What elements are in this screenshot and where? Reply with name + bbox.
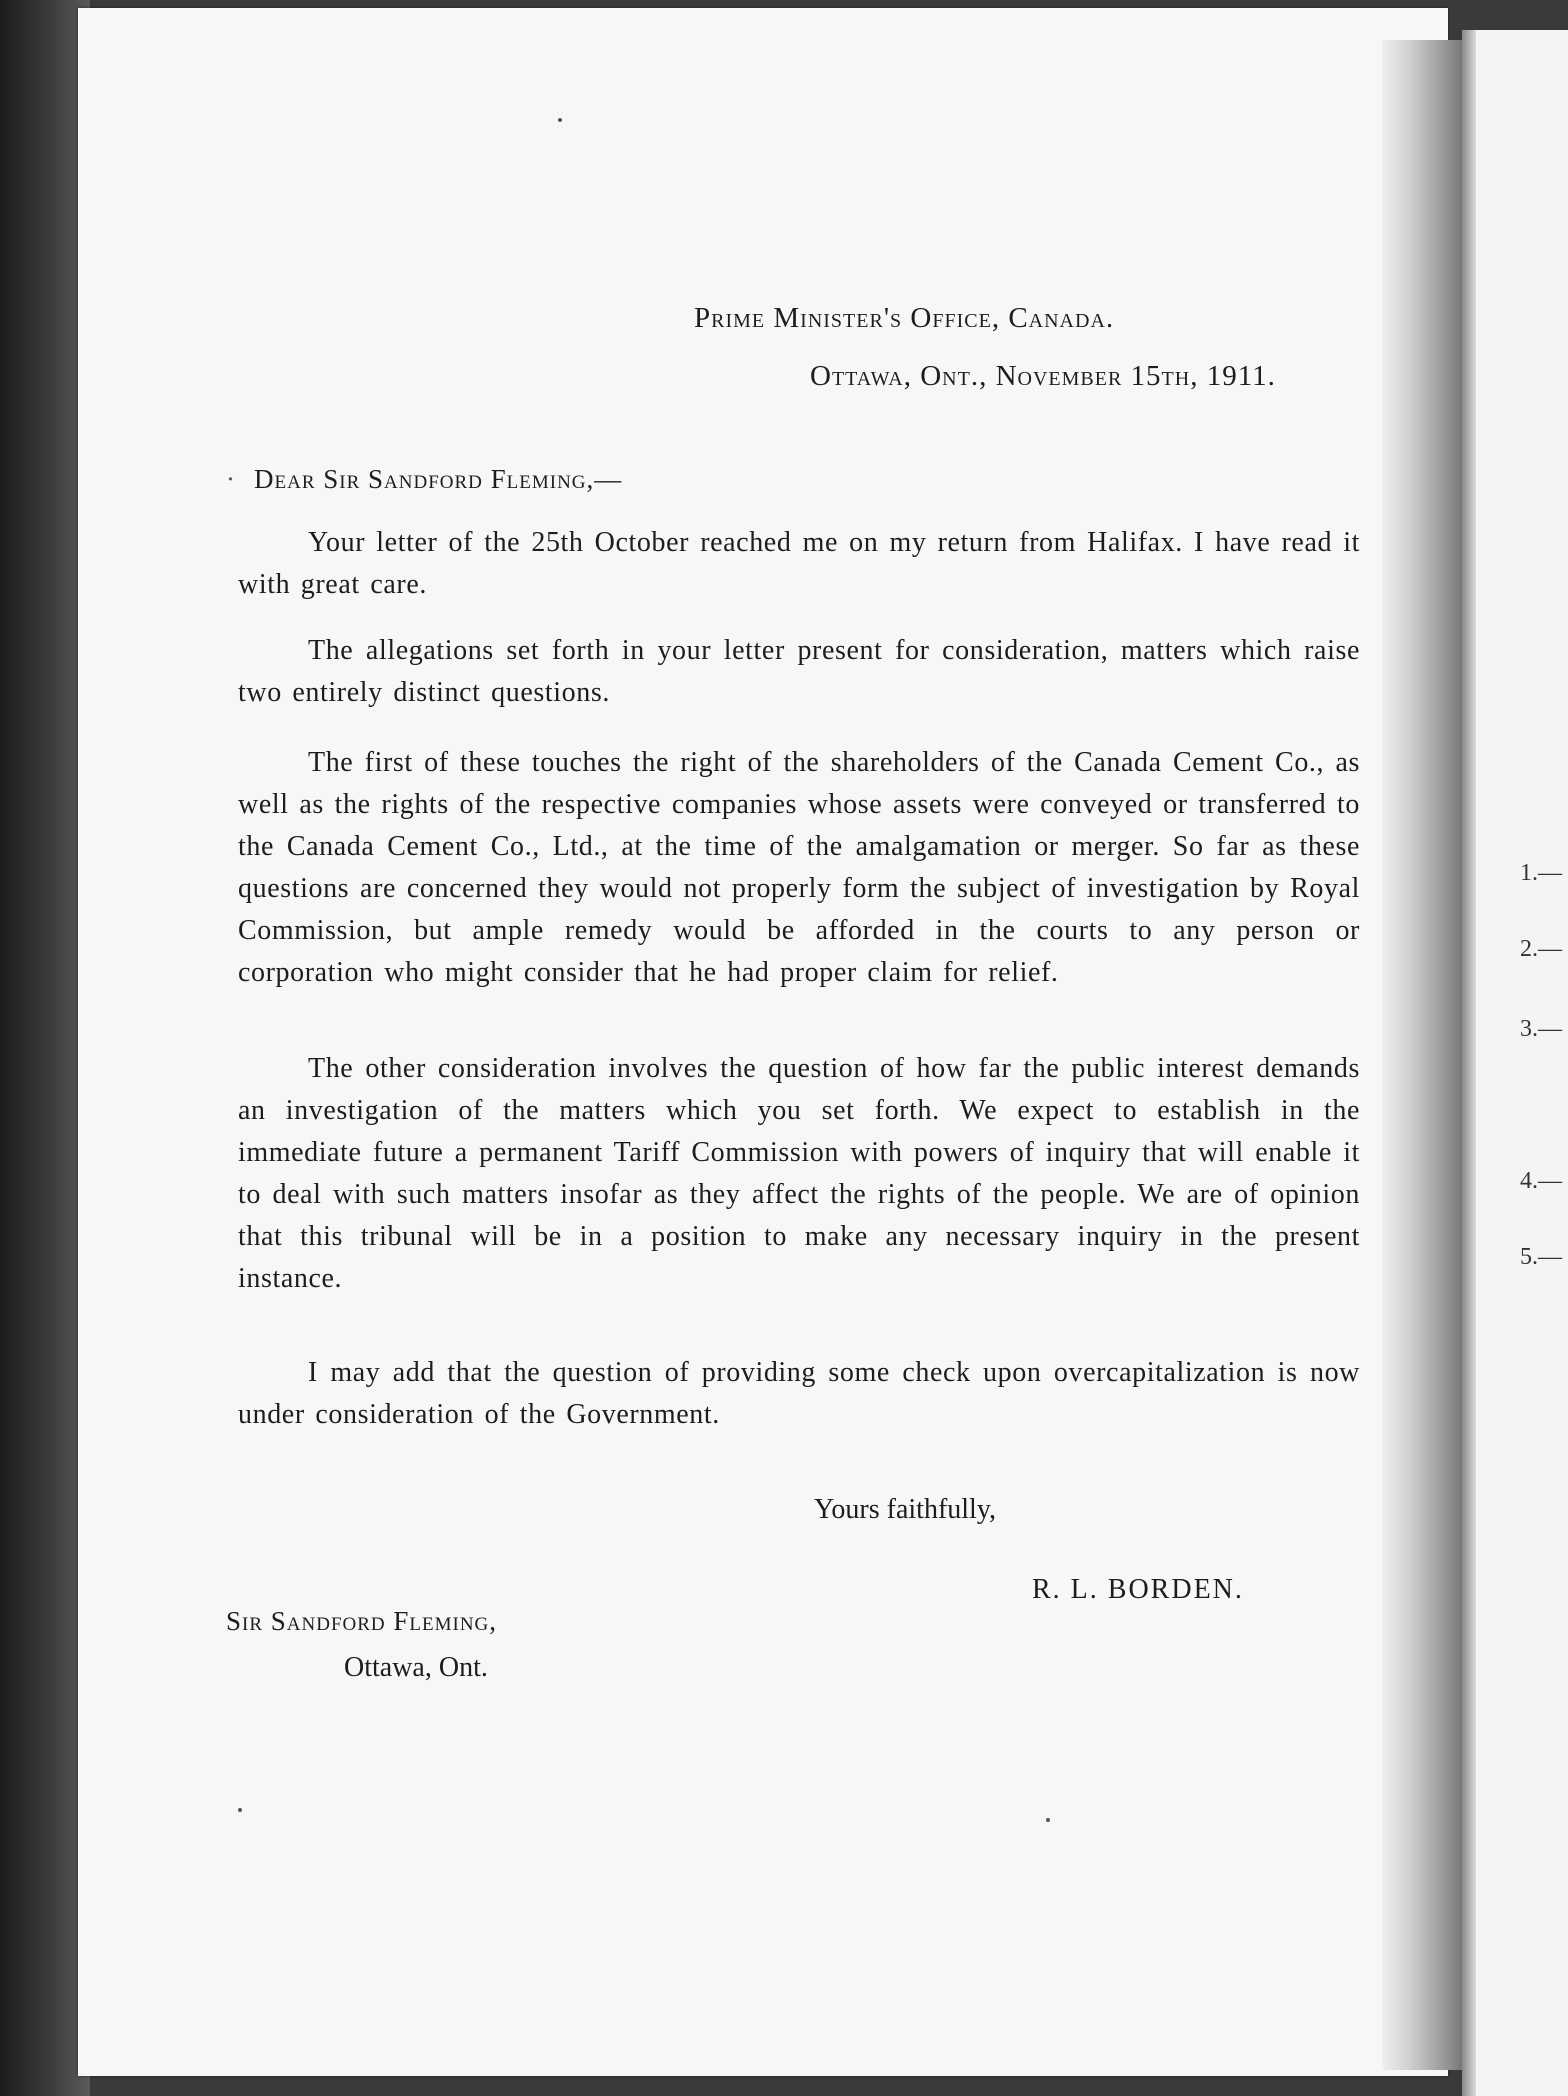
paragraph-text: The first of these touches the right of the shareholders of the Canada Cement Co., as well as the rights of the respective companies whose assets were conveyed or transferred to the Canada Cement Co., Ltd., at the time of the amalgamation or merger. So far as these questions are concerned they would not properly form the subject of investigation by Royal Commission, but ample remedy would be afforded in the courts to any person or corporation who might consider that he had proper claim for relief. <box>238 747 1360 988</box>
margin-number-4: 4.— <box>1520 1168 1562 1194</box>
margin-number-3: 3.— <box>1520 1016 1562 1042</box>
margin-number-5: 5.— <box>1520 1244 1562 1270</box>
margin-number-1: 1.— <box>1520 860 1562 886</box>
body-paragraph-4 <box>238 1048 1360 1300</box>
body-paragraph-5 <box>238 1352 1360 1436</box>
salutation <box>226 464 623 495</box>
addressee-place: Ottawa, Ont. <box>344 1652 488 1683</box>
closing: Yours faithfully, <box>814 1494 997 1525</box>
letterhead-place-date: Ottawa, Ont., November 15th, 1911. <box>810 360 1276 392</box>
adjacent-page-shadow <box>1462 30 1476 2096</box>
paper-speck <box>238 1808 242 1812</box>
margin-mark: · <box>226 464 236 494</box>
signature: R. L. BORDEN. <box>1032 1574 1244 1605</box>
margin-number-2: 2.— <box>1520 936 1562 962</box>
body-paragraph-2 <box>238 630 1360 714</box>
letterhead-office: Prime Minister's Office, Canada. <box>694 302 1115 334</box>
paragraph-text: The other consideration involves the question of how far the public interest demands an investigation of the matters which you set forth. We expect to establish in the immediate future a permanent Tariff Commission with powers of inquiry that will enable it to deal with such matters insofar as they affect the rights of the people. We are of opinion that this tribunal will be in a position to make any necessary inquiry in the present instance. <box>238 1053 1360 1294</box>
body-paragraph-1 <box>238 522 1360 606</box>
addressee-name: Sir Sandford Fleming, <box>226 1606 498 1636</box>
paragraph-text: Your letter of the 25th October reached me on my return from Halifax. I have read it with great care. <box>238 527 1360 600</box>
paragraph-text: The allegations set forth in your letter present for consideration, matters which raise two entirely distinct questions. <box>238 635 1360 708</box>
paper-speck <box>558 118 562 122</box>
paper-speck <box>1046 1818 1050 1822</box>
salutation-text: Dear Sir Sandford Fleming,— <box>254 464 623 494</box>
page-gutter-shadow <box>1382 40 1462 2070</box>
body-paragraph-3 <box>238 742 1360 994</box>
adjacent-page <box>1462 30 1568 2096</box>
paragraph-text: I may add that the question of providing some check upon overcapitalization is now under consideration of the Government. <box>238 1357 1360 1430</box>
scan-dark-edge <box>0 0 90 2096</box>
